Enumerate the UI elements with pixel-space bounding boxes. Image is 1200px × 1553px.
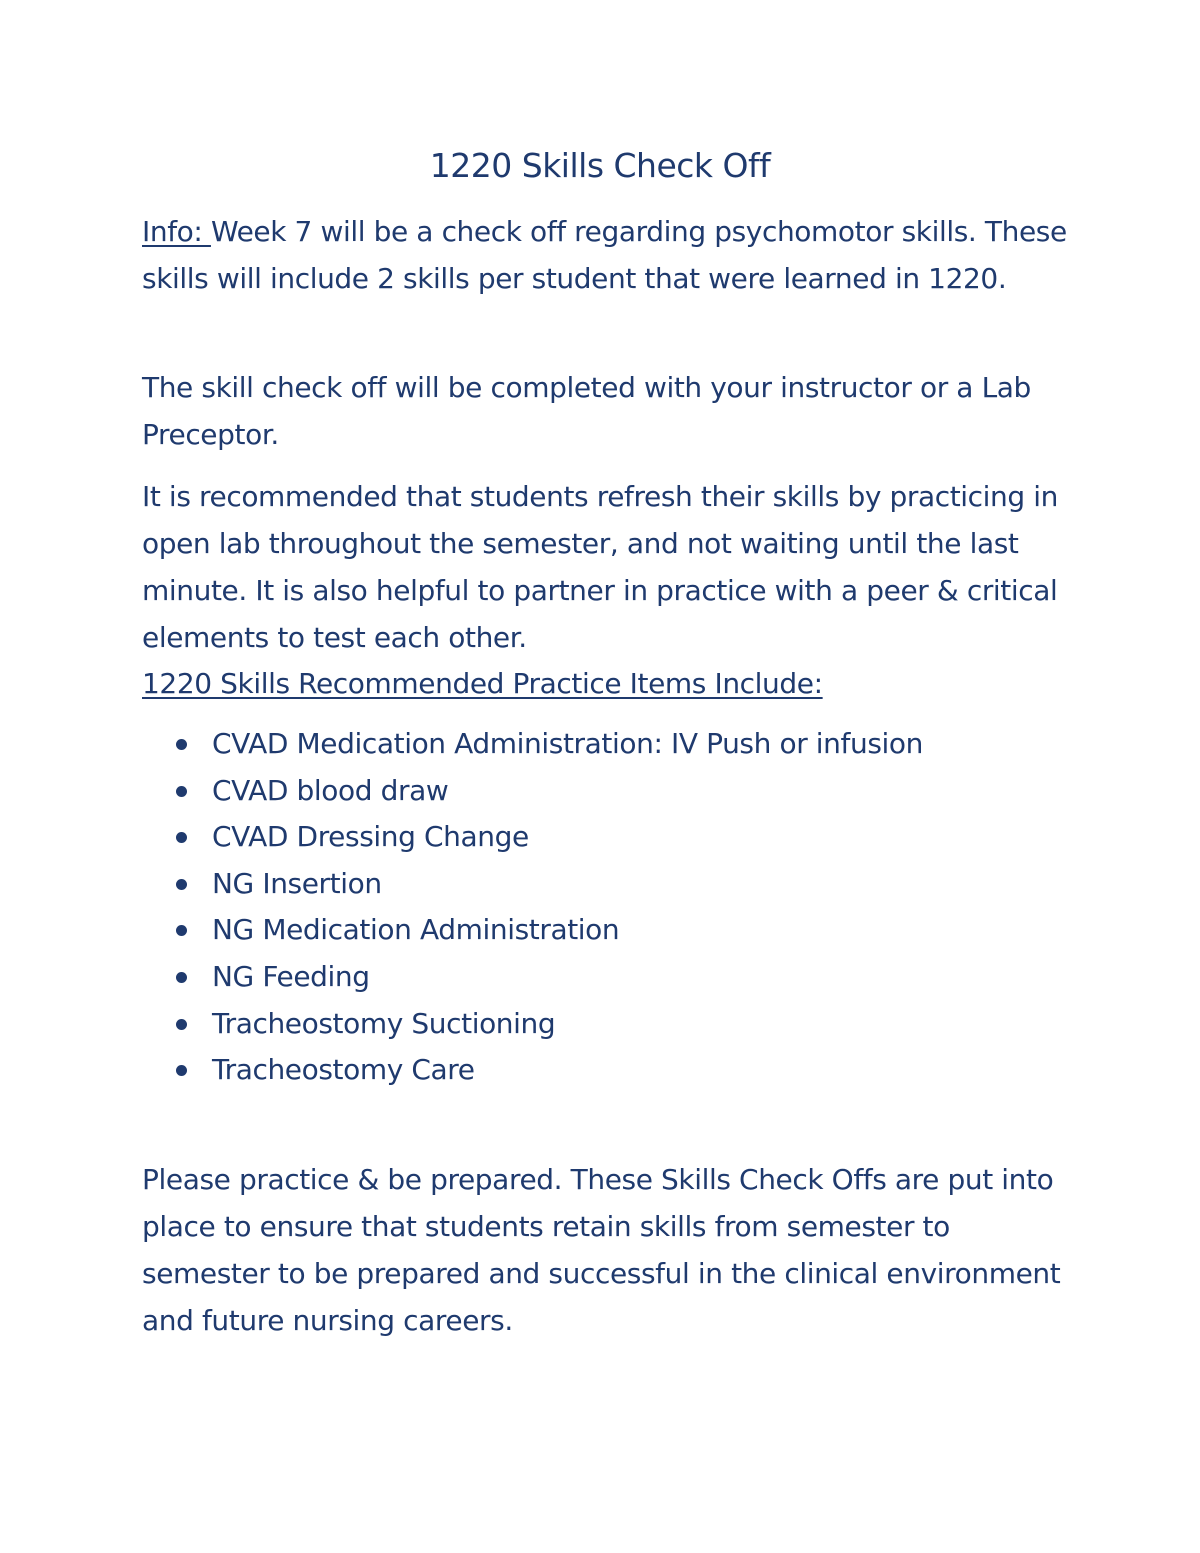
bullet-icon xyxy=(176,1065,187,1076)
list-item-label: NG Medication Administration xyxy=(212,913,620,947)
info-paragraph xyxy=(142,208,1072,302)
bullet-icon xyxy=(176,739,187,750)
bullet-icon xyxy=(176,972,187,983)
list-item-label: CVAD Medication Administration: IV Push or infusion xyxy=(212,727,923,760)
list-item-label: NG Feeding xyxy=(212,959,370,993)
list-item xyxy=(142,1047,1072,1094)
list-item-label: NG Insertion xyxy=(212,866,382,900)
bullet-icon xyxy=(176,832,187,843)
list-item-label: CVAD Dressing Change xyxy=(212,820,529,854)
list-item xyxy=(142,814,1072,861)
list-item-label: Tracheostomy Suctioning xyxy=(212,1006,556,1040)
info-label: Info: xyxy=(142,215,211,248)
bullet-icon xyxy=(176,925,187,936)
bullet-icon xyxy=(176,1019,187,1030)
bullet-icon xyxy=(176,786,187,797)
list-item xyxy=(142,1001,1072,1048)
bullet-icon xyxy=(176,879,187,890)
list-item xyxy=(142,907,1072,954)
list-item-label: CVAD blood draw xyxy=(212,773,449,807)
list-item-label: Tracheostomy Care xyxy=(212,1053,475,1087)
list-item xyxy=(142,721,1072,768)
list-item xyxy=(142,954,1072,1001)
info-text: Week 7 will be a check off regarding psychomotor skills. These skills will include 2 skills per student that were learned in 1220. xyxy=(142,215,1067,295)
practice-items-list xyxy=(142,721,1072,1094)
recommendation-paragraph: It is recommended that students refresh their skills by practicing in open lab throughout the semester, and not waiting until the last minute. It is also helpful to partner in practice with a peer & critical elements to test each other. xyxy=(142,480,1059,654)
list-item xyxy=(142,768,1072,815)
closing-paragraph: Please practice & be prepared. These Skills Check Offs are put into place to ensure that students retain skills from semester to semester to be prepared and successful in the clinical environment and future nursing careers. xyxy=(142,1163,1061,1337)
practice-heading-text: 1220 Skills Recommended Practice Items Include: xyxy=(142,667,823,700)
list-item xyxy=(142,861,1072,908)
document-title: 1220 Skills Check Off xyxy=(429,146,771,185)
skill-check-paragraph: The skill check off will be completed with your instructor or a Lab Preceptor. xyxy=(142,371,1031,451)
practice-heading xyxy=(142,660,1072,707)
